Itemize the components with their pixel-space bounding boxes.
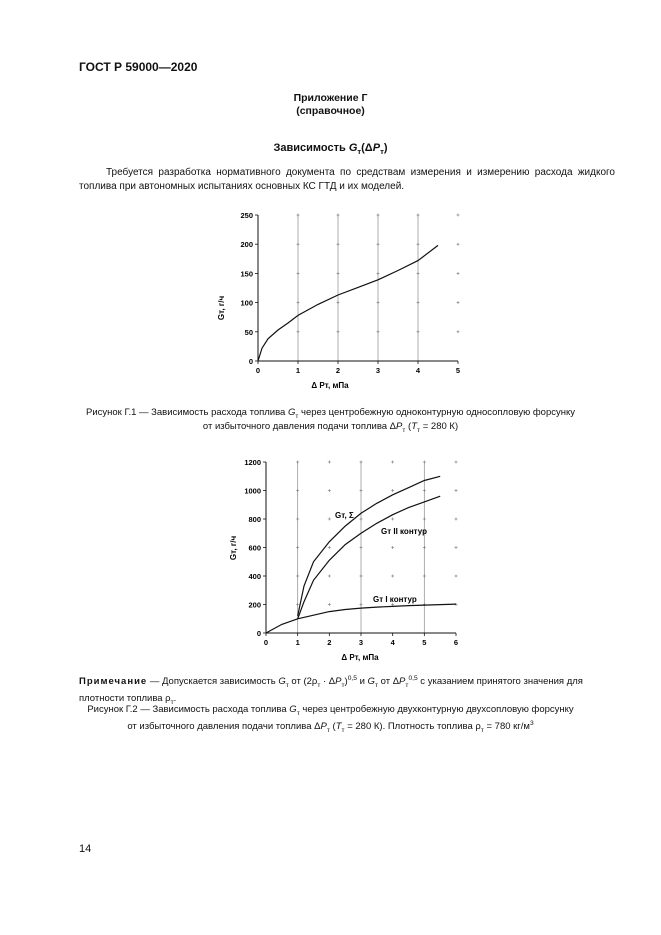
figure2-x-ticks — [264, 633, 458, 647]
grid-marker — [297, 272, 300, 275]
x-tick-label: 0 — [255, 366, 261, 375]
grid-marker — [423, 461, 426, 464]
figure2-label-i: Gт I контур — [373, 595, 417, 604]
figure2-label-sum: Gт, Σ — [335, 511, 354, 520]
grid-marker — [417, 301, 420, 304]
y-tick-label: 0 — [248, 357, 253, 366]
grid-marker — [377, 243, 380, 246]
grid-marker — [360, 489, 363, 492]
y-tick-label: 1000 — [244, 486, 261, 496]
x-tick-label: 5 — [422, 638, 427, 647]
grid-marker — [328, 461, 331, 464]
grid-marker — [455, 489, 458, 492]
grid-marker — [337, 330, 340, 333]
grid-marker — [457, 243, 460, 246]
x-tick-label: 1 — [295, 638, 300, 647]
x-tick-label: 2 — [335, 366, 341, 375]
figure1-xlabel: Δ Pт, мПа — [311, 381, 349, 390]
grid-marker — [417, 330, 420, 333]
x-tick-label: 4 — [415, 366, 421, 375]
grid-marker — [391, 575, 394, 578]
figure2-ylabel: Gт, г/ч — [229, 535, 238, 561]
figure1-y-ticks — [240, 211, 258, 366]
grid-marker — [423, 546, 426, 549]
grid-marker — [296, 546, 299, 549]
y-tick-label: 150 — [240, 269, 253, 279]
x-tick-label: 3 — [358, 638, 364, 647]
grid-marker — [328, 518, 331, 521]
grid-marker — [337, 301, 340, 304]
grid-marker — [337, 272, 340, 275]
grid-marker — [296, 575, 299, 578]
figure1-chart — [200, 208, 490, 398]
figure1-grid — [297, 214, 460, 362]
y-tick-label: 1200 — [244, 458, 261, 467]
y-tick-label: 200 — [248, 600, 261, 610]
doc-code-header: ГОСТ Р 59000—2020 — [79, 60, 198, 74]
y-tick-label: 800 — [248, 515, 261, 524]
grid-marker — [328, 575, 331, 578]
grid-marker — [328, 489, 331, 492]
figure2-xlabel: Δ Pт, мПа — [341, 653, 379, 662]
grid-marker — [296, 489, 299, 492]
grid-marker — [455, 546, 458, 549]
figure1-caption-line1: Рисунок Г.1 — Зависимость расхода топлива $G_т$ через центробежную одноконтурную односопловую форсунку — [85, 407, 575, 420]
y-tick-label: 400 — [248, 572, 261, 581]
grid-marker — [360, 603, 363, 606]
x-tick-label: 2 — [327, 638, 332, 647]
y-tick-label: 600 — [248, 543, 261, 553]
grid-marker — [297, 243, 300, 246]
y-tick-label: 100 — [240, 298, 253, 308]
grid-marker — [391, 546, 394, 549]
figure1-series-line — [258, 245, 438, 361]
figure2-caption-line1: Рисунок Г.2 — Зависимость расхода топлива $G_т$ через центробежную двухконтурную двухсопловую форсунку — [87, 704, 574, 717]
grid-marker — [423, 518, 426, 521]
series-line-1 — [298, 476, 441, 616]
figure1-x-ticks — [256, 361, 460, 375]
grid-marker — [360, 575, 363, 578]
grid-marker — [377, 272, 380, 275]
grid-marker — [417, 214, 420, 217]
grid-marker — [296, 461, 299, 464]
intro-paragraph: Требуется разработка нормативного документа по средствам измерения и измерению расхода жидкого топлива при автономных испытаниях основных КС ГТД и их моделей. — [79, 167, 615, 192]
page-number: 14 — [79, 843, 92, 855]
grid-marker — [455, 575, 458, 578]
grid-marker — [297, 330, 300, 333]
grid-marker — [455, 518, 458, 521]
grid-marker — [377, 330, 380, 333]
figure2-label-ii: Gт II контур — [381, 527, 427, 536]
grid-marker — [328, 603, 331, 606]
grid-marker — [457, 301, 460, 304]
grid-marker — [417, 272, 420, 275]
y-tick-label: 250 — [240, 211, 253, 220]
grid-marker — [423, 575, 426, 578]
grid-marker — [455, 461, 458, 464]
x-tick-label: 0 — [263, 638, 269, 647]
grid-marker — [296, 603, 299, 606]
grid-marker — [328, 546, 331, 549]
x-tick-label: 3 — [375, 366, 381, 375]
x-tick-label: 4 — [390, 638, 395, 647]
grid-marker — [360, 461, 363, 464]
y-tick-label: 0 — [256, 629, 261, 638]
appendix-subtitle: (справочное) — [296, 105, 365, 117]
y-tick-label: 50 — [244, 327, 253, 337]
grid-marker — [457, 330, 460, 333]
grid-marker — [377, 301, 380, 304]
series-line-2 — [298, 496, 441, 619]
grid-marker — [417, 243, 420, 246]
section-title: Зависимость $G_т(\Delta P_т)$ — [273, 142, 388, 157]
grid-marker — [391, 461, 394, 464]
grid-marker — [337, 243, 340, 246]
grid-marker — [297, 301, 300, 304]
figure1-caption-line2: от избыточного давления подачи топлива $\Delta P_т$ ($T_т = 280$ К) — [202, 421, 459, 434]
grid-marker — [297, 214, 300, 217]
figure2-chart — [200, 452, 490, 667]
x-tick-label: 6 — [453, 638, 459, 647]
y-tick-label: 200 — [240, 240, 253, 250]
grid-marker — [391, 518, 394, 521]
grid-marker — [457, 214, 460, 217]
grid-marker — [337, 214, 340, 217]
appendix-title: Приложение Г — [293, 92, 368, 104]
figure2-caption-line2: от избыточного давления подачи топлива $\Delta P_т$ ($T_т = 280$ К). Плотность топлива $\rho_т = 780$ $кг/м^3$ — [127, 720, 534, 735]
grid-marker — [391, 489, 394, 492]
note-paragraph: Примечание — Допускается зависимость $G_т$ от $(2\rho_т \cdot \Delta P_т)^{0,5}$ и $G_т$ от $\Delta P_т^{0,5}$ с указанием принятого значения для плотности топлива $\rho_т$. — [79, 675, 583, 706]
grid-marker — [360, 518, 363, 521]
grid-marker — [457, 272, 460, 275]
grid-marker — [360, 546, 363, 549]
figure1-ylabel: Gт, г/ч — [217, 295, 226, 321]
grid-marker — [296, 518, 299, 521]
x-tick-label: 5 — [455, 366, 461, 375]
grid-marker — [377, 214, 380, 217]
figure2-y-ticks — [244, 458, 266, 638]
x-tick-label: 1 — [295, 366, 301, 375]
grid-marker — [423, 489, 426, 492]
